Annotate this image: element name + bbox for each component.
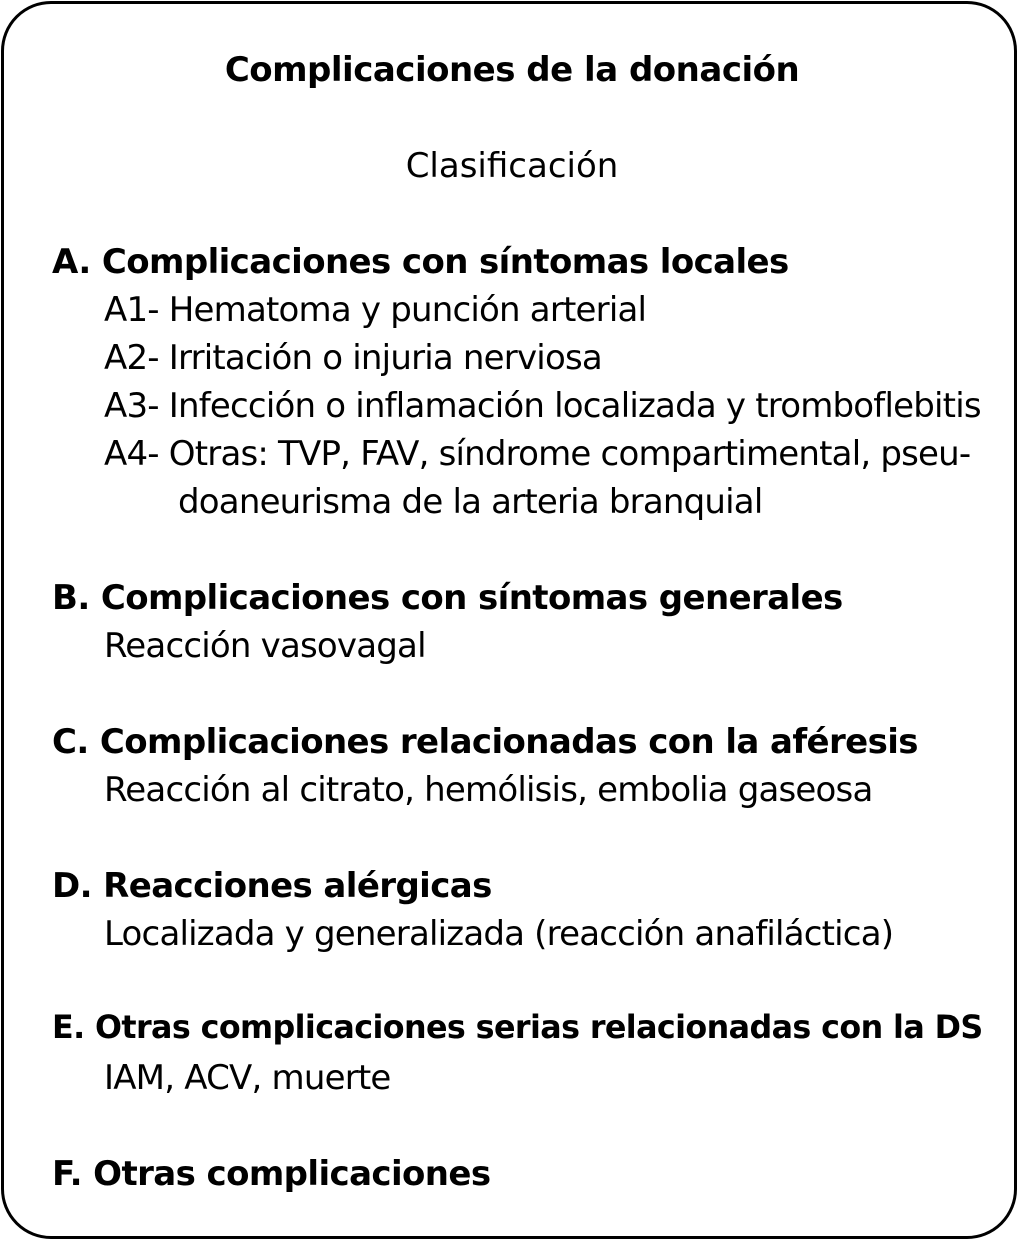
section-e-heading: E. Otras complicaciones serias relacionadas con la DS — [52, 1010, 983, 1046]
section-a-item-4-continued: doaneurisma de la arteria branquial — [178, 482, 763, 522]
section-b-heading: B. Complicaciones con síntomas generales — [52, 578, 843, 618]
section-a-heading: A. Complicaciones con síntomas locales — [52, 242, 789, 282]
section-c-heading: C. Complicaciones relacionadas con la aféresis — [52, 722, 918, 762]
page-title: Complicaciones de la donación — [224, 50, 800, 90]
section-a-item-1: A1- Hematoma y punción arterial — [104, 290, 647, 330]
section-a-item-2: A2- Irritación o injuria nerviosa — [104, 338, 602, 378]
section-d-heading: D. Reacciones alérgicas — [52, 866, 492, 906]
section-a-item-3: A3- Infección o inflamación localizada y tromboflebitis — [104, 386, 981, 426]
section-f-heading: F. Otras complicaciones — [52, 1154, 491, 1194]
section-d-item-1: Localizada y generalizada (reacción anafiláctica) — [104, 914, 894, 954]
section-c-item-1: Reacción al citrato, hemólisis, embolia gaseosa — [104, 770, 873, 810]
page-subtitle: Clasificación — [405, 146, 619, 186]
content-frame — [1, 1, 1017, 1239]
section-a-item-4: A4- Otras: TVP, FAV, síndrome compartimental, pseu- — [104, 434, 971, 474]
section-b-item-1: Reacción vasovagal — [104, 626, 426, 666]
section-e-item-1: IAM, ACV, muerte — [104, 1058, 391, 1098]
